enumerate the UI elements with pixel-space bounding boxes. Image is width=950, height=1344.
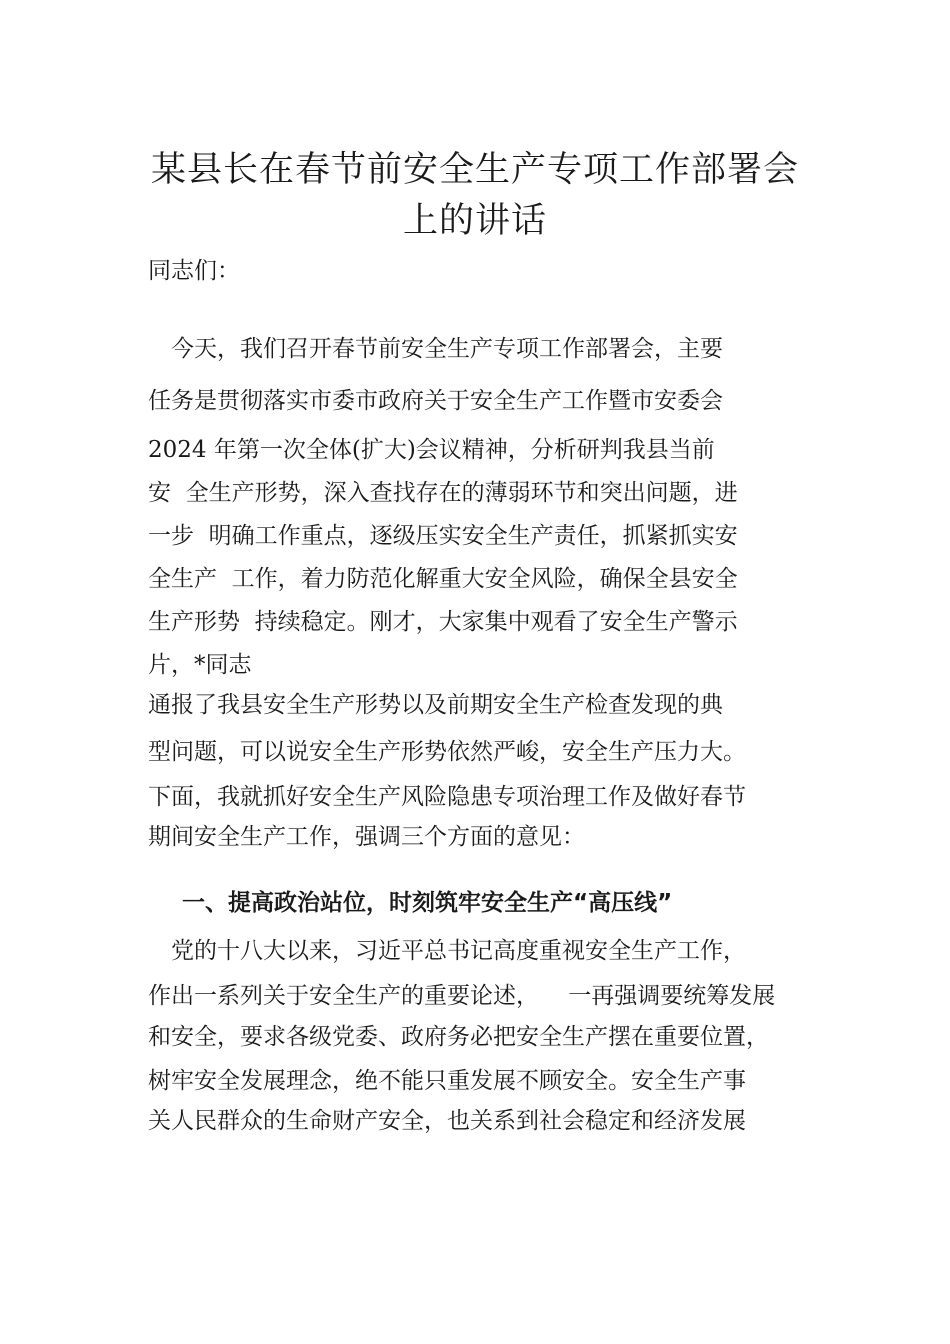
paragraph-1-line: 期间安全生产工作，强调三个方面的意见： — [148, 824, 585, 850]
paragraph-2-line: 树牢安全发展理念，绝不能只重发展不顾安全。安全生产事 — [148, 1068, 746, 1094]
paragraph-1-line: 全生产 工作，着力防范化解重大安全风险，确保全县安全 — [148, 566, 738, 592]
paragraph-1-line: 安 全生产形势，深入查找存在的薄弱环节和突出问题，进 — [148, 480, 738, 506]
paragraph-1-line: 生产形势 持续稳定。刚才，大家集中观看了安全生产警示 — [148, 609, 738, 635]
paragraph-1-line: 通报了我县安全生产形势以及前期安全生产检查发现的典 — [148, 692, 723, 718]
paragraph-2-line: 关人民群众的生命财产安全，也关系到社会稳定和经济发展 — [148, 1108, 746, 1134]
paragraph-1-line: 任务是贯彻落实市委市政府关于安全生产工作暨市安委会 — [148, 388, 723, 414]
document-title-line-2: 上的讲话 — [402, 201, 547, 241]
document-title-line-1: 某县长在春节前安全生产专项工作部署会 — [150, 150, 799, 190]
paragraph-2-line: 作出一系列关于安全生产的重要论述， 一再强调要统筹发展 — [148, 983, 776, 1009]
paragraph-1-line: 2024 年第一次全体(扩大)会议精神，分析研判我县当前 — [148, 437, 715, 463]
paragraph-1-line: 一步 明确工作重点，逐级压实安全生产责任，抓紧抓实安 — [148, 523, 738, 549]
paragraph-1-line: 今天，我们召开春节前安全生产专项工作部署会，主要 — [148, 336, 723, 362]
paragraph-2-line: 和安全，要求各级党委、政府务必把安全生产摆在重要位置， — [148, 1024, 769, 1050]
paragraph-2-line: 党的十八大以来，习近平总书记高度重视安全生产工作， — [148, 938, 746, 964]
paragraph-1-line: 下面，我就抓好安全生产风险隐患专项治理工作及做好春节 — [148, 784, 746, 810]
paragraph-1-line: 片，*同志 — [148, 652, 252, 678]
paragraph-1-line: 型问题，可以说安全生产形势依然严峻，安全生产压力大。 — [148, 739, 746, 765]
salutation: 同志们： — [148, 258, 240, 284]
section-1-heading: 一、提高政治站位，时刻筑牢安全生产“高压线” — [182, 890, 673, 916]
